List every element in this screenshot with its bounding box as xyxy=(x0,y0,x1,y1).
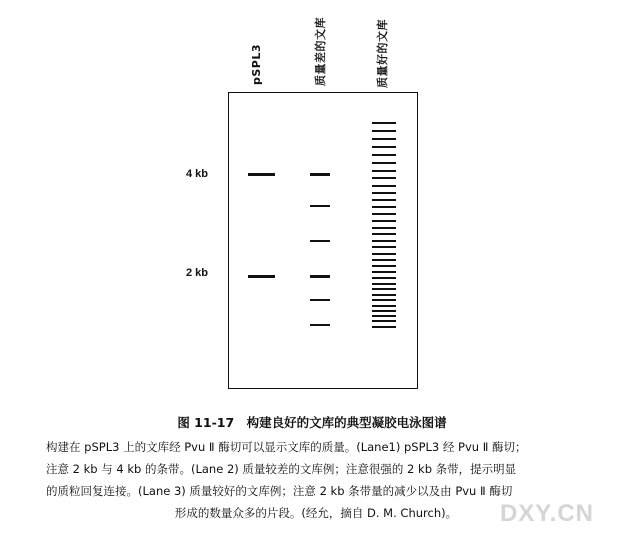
watermark-logo: DXY.CN xyxy=(499,500,594,527)
lane2-band xyxy=(310,240,330,242)
lane3-band xyxy=(372,213,396,215)
lane3-band xyxy=(372,315,396,317)
lane3-band xyxy=(372,299,396,301)
lane3-band xyxy=(372,326,396,328)
lane3-band xyxy=(372,283,396,285)
lane3-band xyxy=(372,162,396,164)
lane3-band xyxy=(372,277,396,279)
lane1-band-2kb xyxy=(248,275,275,278)
caption-line: 形成的数量众多的片段。(经允，摘自 D. M. Church)。 xyxy=(174,506,458,520)
lane3-band xyxy=(372,265,396,267)
lane3-band xyxy=(372,288,396,290)
lane2-band xyxy=(310,299,330,301)
lane3-band xyxy=(372,154,396,156)
size-marker-4kb: 4 kb xyxy=(186,168,209,180)
lane2-band xyxy=(310,324,330,326)
size-marker-2kb: 2 kb xyxy=(186,267,209,279)
lane3-band xyxy=(372,271,396,273)
lane3-band xyxy=(372,294,396,296)
caption-line: 的质粒回复连接。(Lane 3) 质量较好的文库例；注意 2 kb 条带量的减少以及由 Pvu Ⅱ 酶切 xyxy=(46,484,513,498)
gel-image xyxy=(228,92,418,389)
lane3-band-ladder xyxy=(372,122,396,332)
lane-label-poor-library: 质量差的文库 xyxy=(314,17,327,86)
lane3-band xyxy=(372,122,396,124)
lane3-band xyxy=(372,305,396,307)
lane3-band xyxy=(372,233,396,235)
lane3-band xyxy=(372,259,396,261)
lane3-band xyxy=(372,246,396,248)
lane-label-good-library: 质量好的文库 xyxy=(376,19,389,88)
lane3-band xyxy=(372,199,396,201)
lane3-band xyxy=(372,220,396,222)
lane3-band xyxy=(372,227,396,229)
lane-label-pspl3: pSPL3 xyxy=(250,43,263,85)
lane3-band xyxy=(372,320,396,322)
lane3-band xyxy=(372,310,396,312)
lane3-band xyxy=(372,253,396,255)
lane3-band xyxy=(372,138,396,140)
lane3-band xyxy=(372,185,396,187)
lane2-band xyxy=(310,275,330,278)
lane3-band xyxy=(372,240,396,242)
lane3-band xyxy=(372,170,396,172)
caption-line: 注意 2 kb 与 4 kb 的条带。(Lane 2) 质量较差的文库例；注意很强的 2 kb 条带，提示明显 xyxy=(46,462,517,476)
figure-caption-title: 图 11-17 构建良好的文库的典型凝胶电泳图谱 xyxy=(177,415,447,430)
lane2-band xyxy=(310,173,330,176)
lane3-band xyxy=(372,206,396,208)
lane3-band xyxy=(372,130,396,132)
caption-line: 构建在 pSPL3 上的文库经 Pvu Ⅱ 酶切可以显示文库的质量。(Lane1) pSPL3 经 Pvu Ⅱ 酶切； xyxy=(46,440,527,454)
lane3-band xyxy=(372,146,396,148)
lane2-band xyxy=(310,205,330,207)
lane1-band-4kb xyxy=(248,173,275,176)
lane3-band xyxy=(372,192,396,194)
lane3-band xyxy=(372,177,396,179)
